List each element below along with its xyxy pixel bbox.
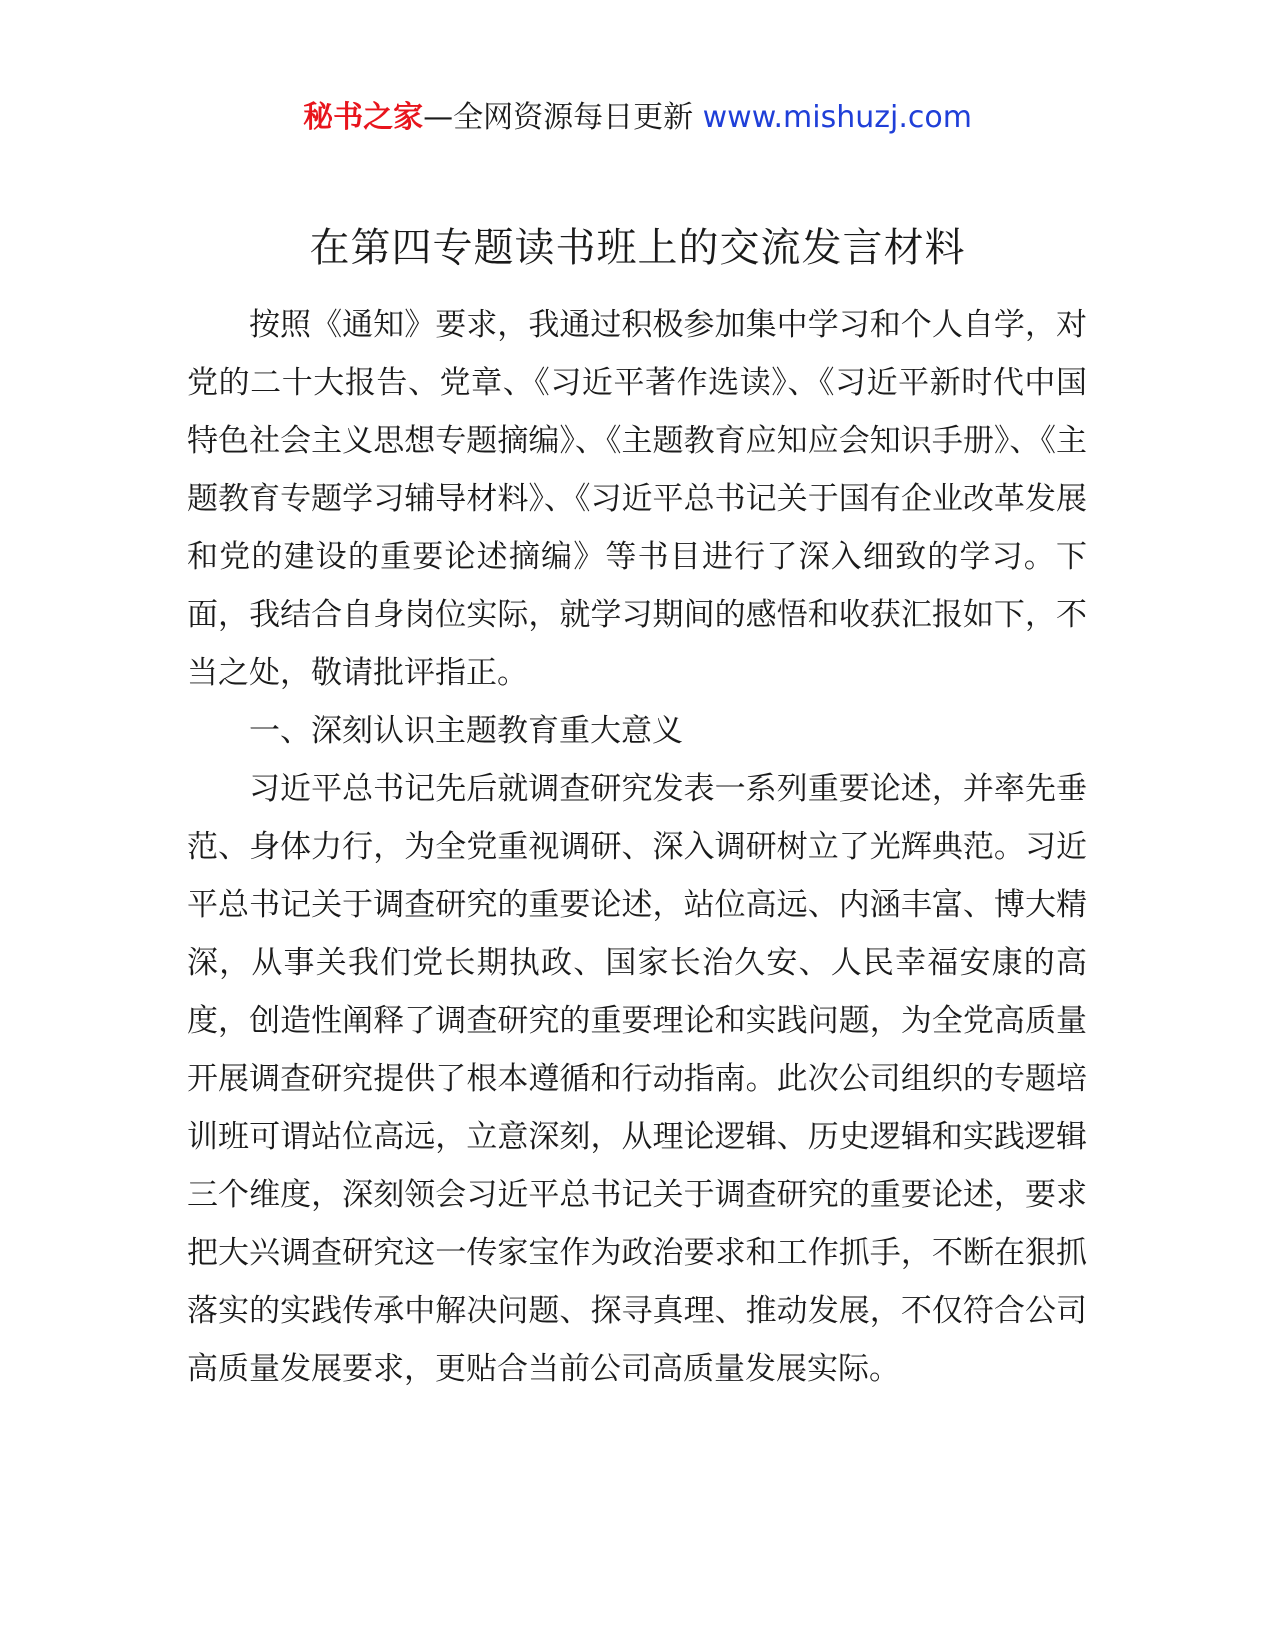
- header-tagline: —全网资源每日更新: [423, 100, 694, 135]
- section-heading: 一、深刻认识主题教育重大意义: [249, 713, 683, 749]
- brand-name: 秘书之家: [303, 100, 424, 135]
- site-header: [0, 96, 1275, 140]
- document-body: [187, 296, 1087, 1398]
- intro-paragraph: 按照《通知》要求，我通过积极参加集中学习和个人自学，对党的二十大报告、党章、《习近平著作选读》、《习近平新时代中国特色社会主义思想专题摘编》、《主题教育应知应会知识手册》、《主题教育专题学习辅导材料》、《习近平总书记关于国有企业改革发展和党的建设的重要论述摘编》等书目进行了深入细致的学习。下面，我结合自身岗位实际，就学习期间的感悟和收获汇报如下，不当之处，敬请批评指正。: [187, 307, 1087, 691]
- body-paragraph: 习近平总书记先后就调查研究发表一系列重要论述，并率先垂范、身体力行，为全党重视调研、深入调研树立了光辉典范。习近平总书记关于调查研究的重要论述，站位高远、内涵丰富、博大精深，从事关我们党长期执政、国家长治久安、人民幸福安康的高度，创造性阐释了调查研究的重要理论和实践问题，为全党高质量开展调查研究提供了根本遵循和行动指南。此次公司组织的专题培训班可谓站位高远，立意深刻，从理论逻辑、历史逻辑和实践逻辑三个维度，深刻领会习近平总书记关于调查研究的重要论述，要求把大兴调查研究这一传家宝作为政治要求和工作抓手，不断在狠抓落实的实践传承中解决问题、探寻真理、推动发展，不仅符合公司高质量发展要求，更贴合当前公司高质量发展实际。: [187, 771, 1087, 1387]
- site-url-link[interactable]: www.mishuzj.com: [702, 100, 972, 135]
- document-title: 在第四专题读书班上的交流发言材料: [309, 225, 966, 271]
